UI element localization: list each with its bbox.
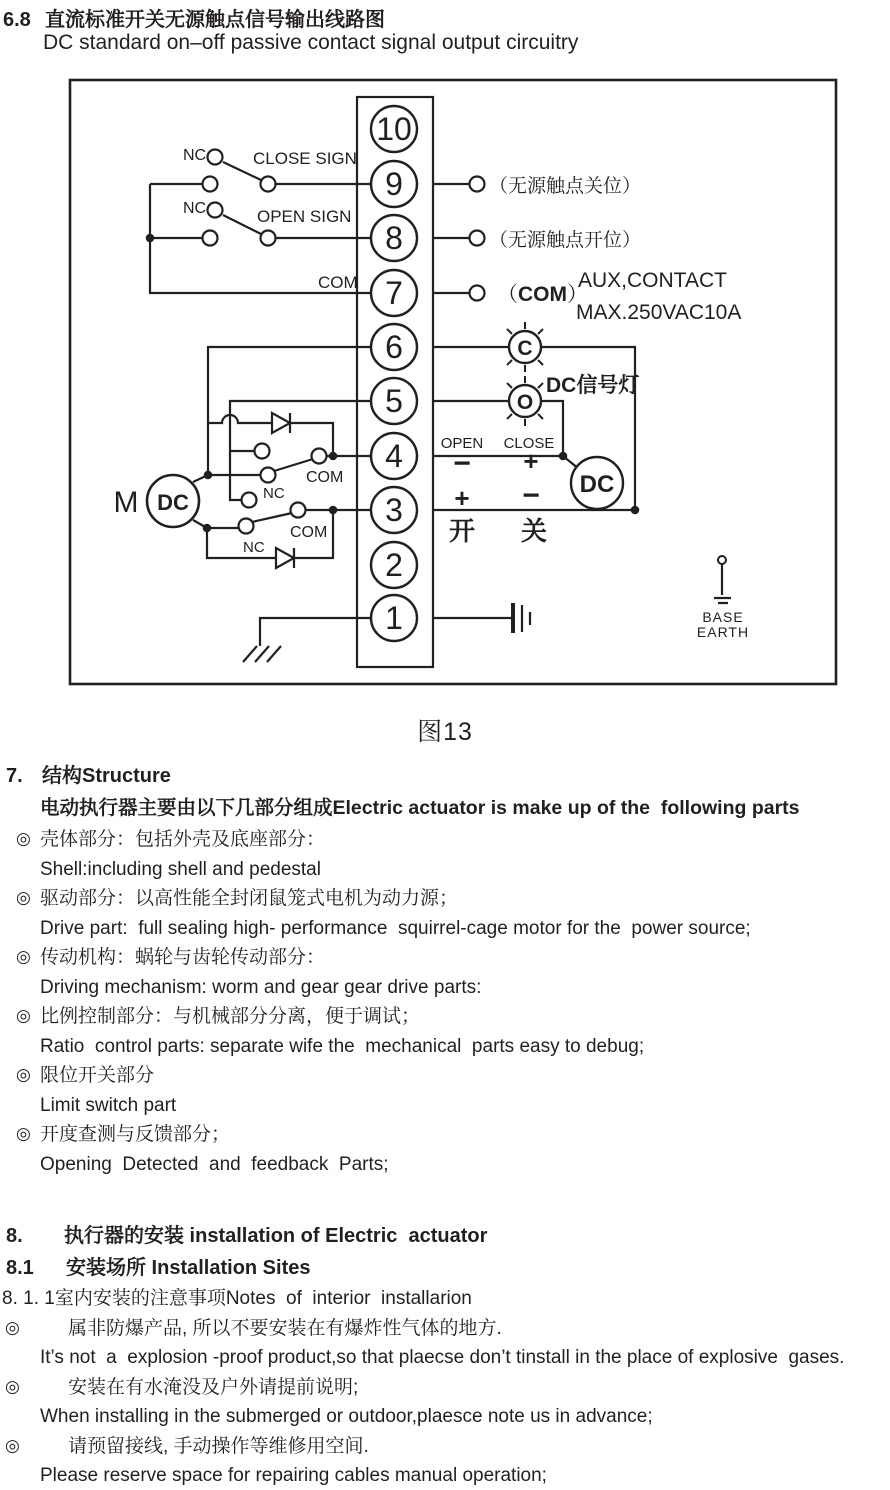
com-lower-label: COM	[290, 524, 328, 541]
bullet-icon: ◎	[16, 829, 31, 848]
open-label: OPEN	[440, 435, 484, 452]
install-item-zh	[0, 1376, 890, 1406]
item-text: 请预留接线, 手动操作等维修用空间.	[68, 1435, 369, 1457]
aux-contact-label: AUX,CONTACT	[578, 269, 727, 292]
installation-title: 执行器的安装 installation of Electric actuator	[64, 1225, 488, 1247]
installation-heading	[0, 1224, 890, 1256]
paren-left: （	[497, 283, 518, 306]
terminal-10: 10	[376, 111, 412, 147]
minus-close-sign: −	[522, 479, 540, 512]
install-item-zh	[0, 1435, 890, 1465]
max-rating-label: MAX.250VAC10A	[576, 301, 742, 324]
structure-number: 7.	[6, 765, 23, 787]
dc-signal-lamp-label: DC信号灯	[546, 374, 640, 397]
com-left-label: COM	[318, 273, 358, 292]
structure-item-zh	[0, 1064, 890, 1094]
plus-open-sign: +	[454, 483, 470, 513]
installation-number: 8.	[6, 1225, 23, 1247]
install-item-en: When installing in the submerged or outdoor,plaesce note us in advance;	[40, 1406, 653, 1427]
ground-left-icon	[243, 618, 380, 662]
bullet-icon: ◎	[5, 1317, 20, 1337]
close-label: CLOSE	[503, 435, 555, 452]
terminal-2: 2	[385, 547, 403, 583]
terminal-3: 3	[385, 492, 403, 528]
com-bold: COM	[518, 283, 567, 306]
close-sign-label: CLOSE SIGN	[253, 149, 357, 168]
com-upper-label: COM	[306, 469, 344, 486]
structure-section	[0, 764, 890, 1182]
bullet-icon: ◎	[16, 1065, 31, 1084]
base-earth-icon	[714, 556, 731, 603]
item-text: 壳体部分：包括外壳及底座部分：	[40, 829, 326, 850]
wiring-diagram	[0, 0, 890, 700]
structure-item-zh	[0, 1005, 890, 1035]
install-item-zh	[0, 1317, 890, 1347]
terminal-1: 1	[385, 600, 403, 636]
terminal-6: 6	[385, 329, 403, 365]
section-title-en: DC standard on–off passive contact signal output circuitry	[43, 31, 579, 54]
item-text: 属非防爆产品, 所以不要安装在有爆炸性气体的地方.	[68, 1317, 502, 1339]
bullet-icon: ◎	[16, 888, 31, 907]
nc-lower-label: NC	[243, 539, 265, 556]
structure-item-en: Ratio control parts: separate wife the mechanical parts easy to debug;	[40, 1035, 645, 1057]
structure-heading	[0, 764, 890, 796]
structure-item-zh	[0, 828, 890, 858]
installation-sites-title: 安装场所 Installation Sites	[66, 1257, 311, 1279]
interior-install-note: 8. 1. 1室内安装的注意事项Notes of interior installarion	[2, 1288, 472, 1309]
terminal-9: 9	[385, 166, 403, 202]
figure-caption: 图13	[417, 718, 473, 746]
structure-item-en: Shell:including shell and pedestal	[40, 858, 321, 880]
terminal-5: 5	[385, 383, 403, 419]
bullet-icon: ◎	[5, 1376, 20, 1396]
item-text: 开度查测与反馈部分；	[40, 1124, 231, 1145]
lamp-close-letter: C	[517, 337, 533, 360]
installation-sites-number: 8.1	[6, 1257, 34, 1279]
item-text: 驱动部分：以高性能全封闭鼠笼式电机为动力源；	[40, 888, 459, 909]
terminal-4: 4	[385, 438, 403, 474]
dc-source-label: DC	[579, 471, 615, 498]
install-item-en: It’s not a explosion -proof product,so that plaecse don’t tinstall in the place of explosive gases.	[40, 1347, 845, 1368]
earth-label: EARTH	[696, 624, 750, 640]
structure-title: 结构Structure	[42, 765, 171, 787]
com-aux-label	[497, 283, 588, 306]
plus-close-sign: +	[523, 446, 539, 476]
structure-item-en: Limit switch part	[40, 1094, 177, 1116]
nc-label-open: NC	[183, 200, 207, 217]
lamp-open-letter: O	[516, 391, 534, 414]
structure-item-en: Driving mechanism: worm and gear gear drive parts:	[40, 976, 482, 998]
structure-subtitle: 电动执行器主要由以下几部分组成Electric actuator is make up of the following parts	[40, 797, 800, 819]
item-text: 限位开关部分	[40, 1065, 155, 1086]
passive-contact-close-label: （无源触点关位）	[489, 176, 642, 197]
guan-label: 关	[520, 516, 548, 546]
kai-label: 开	[448, 516, 476, 546]
passive-contact-open-label: （无源触点开位）	[489, 230, 642, 251]
terminal-7: 7	[385, 275, 403, 311]
nc-label-close: NC	[183, 147, 207, 164]
terminal-8: 8	[385, 220, 403, 256]
item-text: 比例控制部分：与机械部分分离，便于调试；	[40, 1006, 421, 1027]
structure-item-zh	[0, 1123, 890, 1153]
motor-dc-label: DC	[157, 490, 189, 515]
nc-upper-label: NC	[263, 485, 285, 502]
bullet-icon: ◎	[16, 1006, 31, 1025]
item-text: 传动机构：蜗轮与齿轮传动部分：	[40, 947, 326, 968]
section-title-zh: 直流标准开关无源触点信号输出线路图	[45, 9, 385, 31]
minus-open-sign: −	[453, 447, 471, 480]
motor-switch-circuit	[193, 456, 380, 568]
base-label: BASE	[702, 609, 744, 625]
installation-sites-heading	[0, 1256, 890, 1287]
paren-right: ）	[567, 283, 588, 306]
structure-item-zh	[0, 946, 890, 976]
installation-section	[0, 1224, 890, 1490]
motor-m-label: M	[113, 486, 139, 519]
structure-item-zh	[0, 887, 890, 917]
ground-right-icon	[433, 603, 530, 633]
structure-item-en: Drive part: full sealing high- performance squirrel-cage motor for the power source;	[40, 917, 751, 939]
section-number: 6.8	[3, 9, 31, 31]
bullet-icon: ◎	[16, 1124, 31, 1143]
bullet-icon: ◎	[16, 947, 31, 966]
open-sign-label: OPEN SIGN	[257, 207, 352, 226]
bullet-icon: ◎	[5, 1435, 20, 1455]
structure-item-en: Opening Detected and feedback Parts;	[40, 1153, 389, 1175]
item-text: 安装在有水淹没及户外请提前说明;	[68, 1376, 359, 1398]
install-item-en: Please reserve space for repairing cables manual operation;	[40, 1465, 547, 1486]
